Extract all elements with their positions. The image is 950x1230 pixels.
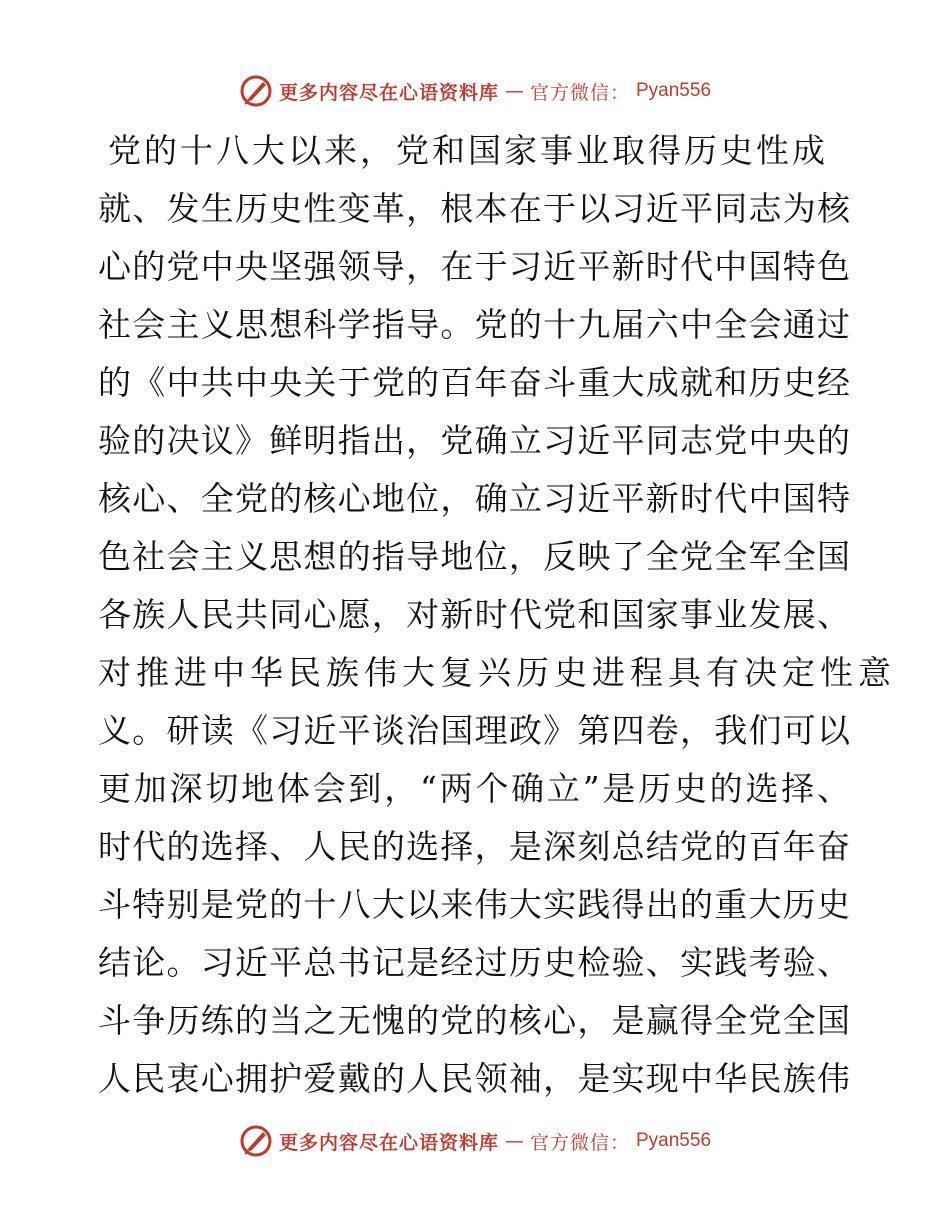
body-line: 色社会主义思想的指导地位，反映了全党全军全国 (98, 537, 850, 576)
banner-main-text: 更多内容尽在心语资料库 (278, 81, 499, 104)
quill-circle-logo-icon (239, 1124, 273, 1158)
banner-official-label: 官方微信： (529, 1131, 630, 1154)
banner-wechat-id: Pyan556 (636, 1130, 712, 1151)
body-line: 的《中共中央关于党的百年奋斗重大成就和历史经 (98, 363, 850, 402)
body-line: 心的党中央坚强领导，在于习近平新时代中国特色 (98, 247, 850, 286)
footer-banner (0, 1121, 950, 1161)
body-line: 斗特别是党的十八大以来伟大实践得出的重大历史 (98, 885, 850, 924)
banner-wechat-id: Pyan556 (636, 80, 712, 101)
banner-dash: — (504, 80, 524, 102)
body-line: 对推进中华民族伟大复兴历史进程具有决定性意 (98, 653, 896, 692)
body-line: 各族人民共同心愿，对新时代党和国家事业发展、 (98, 595, 850, 634)
body-line: 时代的选择、人民的选择，是深刻总结党的百年奋 (98, 827, 850, 866)
banner-dash: — (504, 1130, 524, 1152)
body-line: 义。研读《习近平谈治国理政》第四卷，我们可以 (98, 711, 850, 750)
banner-official-label: 官方微信： (529, 81, 630, 104)
body-line: 社会主义思想科学指导。党的十九届六中全会通过 (98, 305, 850, 344)
header-banner (0, 71, 950, 111)
body-line: 更加深切地体会到，“两个确立”是历史的选择、 (98, 769, 850, 808)
body-line: 核心、全党的核心地位，确立习近平新时代中国特 (98, 479, 850, 518)
body-line: 就、发生历史性变革，根本在于以习近平同志为核 (98, 189, 850, 228)
body-line: 斗争历练的当之无愧的党的核心，是赢得全党全国 (98, 1001, 850, 1040)
body-line: 党的十八大以来，党和国家事业取得历史性成 (108, 131, 828, 170)
body-text (98, 122, 896, 1108)
quill-circle-logo-icon (239, 74, 273, 108)
body-line: 人民衷心拥护爱戴的人民领袖，是实现中华民族伟 (98, 1059, 850, 1098)
body-line: 结论。习近平总书记是经过历史检验、实践考验、 (98, 943, 850, 982)
body-line: 验的决议》鲜明指出，党确立习近平同志党中央的 (98, 421, 850, 460)
banner-main-text: 更多内容尽在心语资料库 (278, 1131, 499, 1154)
